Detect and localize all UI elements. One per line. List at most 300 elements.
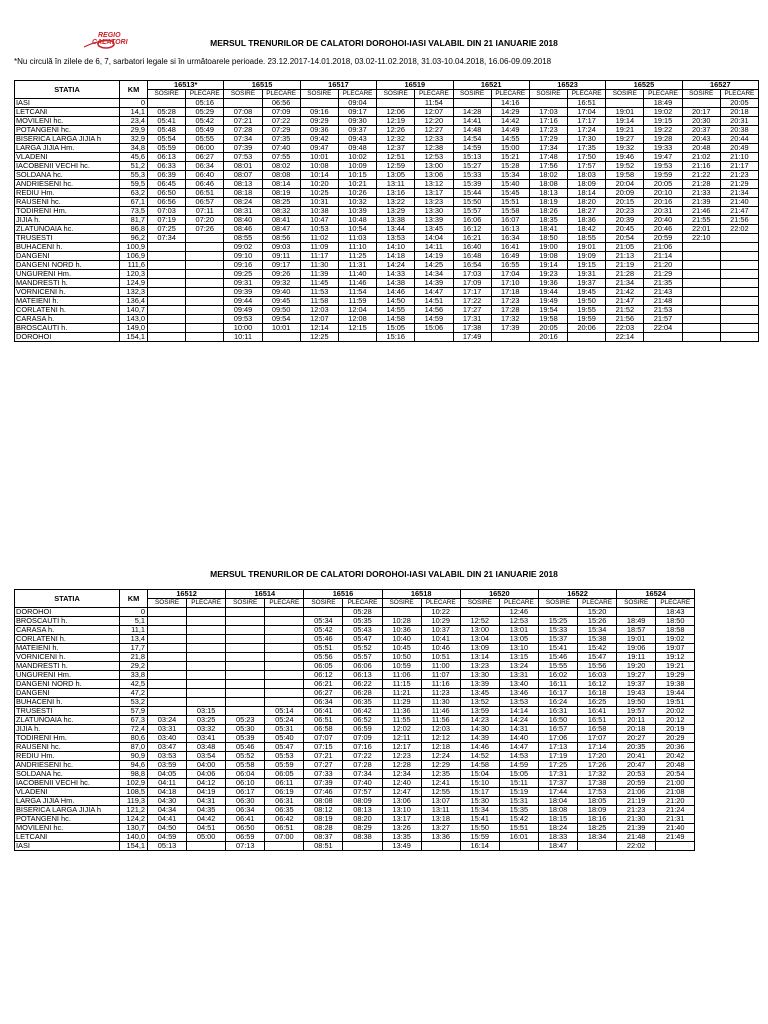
arrival-time: 08:55 (224, 234, 262, 243)
table-row (15, 117, 759, 126)
arrival-time: 08:28 (304, 824, 343, 833)
table-row (15, 680, 695, 689)
departure-time: 21:47 (720, 207, 758, 216)
arrival-header: SOSIRE (682, 90, 720, 99)
departure-time: 17:17 (568, 117, 606, 126)
arrival-time (606, 99, 644, 108)
station-km: 29,2 (120, 662, 148, 671)
departure-time: 14:42 (491, 117, 529, 126)
departure-time: 10:21 (338, 180, 376, 189)
arrival-time (460, 608, 499, 617)
departure-time (720, 252, 758, 261)
arrival-time: 21:39 (617, 824, 656, 833)
arrival-time (148, 306, 186, 315)
departure-time: 21:35 (644, 279, 682, 288)
table-row (15, 833, 695, 842)
station-name: RAUSENI hc. (15, 743, 120, 752)
station-km: 120,3 (120, 270, 148, 279)
arrival-time: 14:58 (460, 761, 499, 770)
arrival-time (682, 99, 720, 108)
departure-time: 19:55 (568, 306, 606, 315)
arrival-time (529, 99, 567, 108)
arrival-time: 13:11 (377, 180, 415, 189)
departure-time (187, 653, 226, 662)
station-km: 59,5 (120, 180, 148, 189)
station-name: DOROHOI (15, 608, 120, 617)
station-km: 94,6 (120, 761, 148, 770)
station-name: DANGENI (15, 689, 120, 698)
arrival-time: 20:05 (529, 324, 567, 333)
departure-time (187, 644, 226, 653)
departure-time: 05:47 (265, 743, 304, 752)
departure-time: 21:08 (656, 788, 695, 797)
departure-time: 07:11 (186, 207, 224, 216)
arrival-time: 06:27 (304, 689, 343, 698)
departure-time: 15:42 (578, 644, 617, 653)
departure-time (186, 306, 224, 315)
departure-time: 05:31 (265, 725, 304, 734)
arrival-time: 19:58 (606, 171, 644, 180)
arrival-time (226, 635, 265, 644)
departure-time: 18:05 (578, 797, 617, 806)
departure-time: 10:48 (338, 216, 376, 225)
departure-time: 07:09 (262, 108, 300, 117)
arrival-time (682, 252, 720, 261)
arrival-time: 16:11 (538, 680, 577, 689)
departure-time: 19:59 (568, 315, 606, 324)
arrival-time: 08:46 (224, 225, 262, 234)
table-row (15, 99, 759, 108)
arrival-time: 15:13 (453, 153, 491, 162)
departure-time (186, 234, 224, 243)
departure-time: 20:44 (720, 135, 758, 144)
arrival-time: 09:16 (300, 108, 338, 117)
station-name: TODIRENI Hm. (15, 207, 120, 216)
arrival-time: 19:08 (529, 252, 567, 261)
arrival-time: 11:21 (382, 689, 421, 698)
departure-time: 06:19 (265, 788, 304, 797)
departure-time: 17:14 (578, 743, 617, 752)
departure-time (187, 689, 226, 698)
departure-time: 16:55 (491, 261, 529, 270)
station-km: 73,5 (120, 207, 148, 216)
arrival-time: 14:50 (377, 297, 415, 306)
station-km: 21,8 (120, 653, 148, 662)
arrival-time: 20:37 (682, 126, 720, 135)
arrival-time (224, 99, 262, 108)
departure-time: 10:22 (421, 608, 460, 617)
departure-time: 13:23 (415, 198, 453, 207)
departure-time: 12:46 (499, 608, 538, 617)
departure-time: 19:02 (656, 635, 695, 644)
departure-time: 14:25 (415, 261, 453, 270)
arrival-time: 13:45 (460, 689, 499, 698)
arrival-time: 09:10 (224, 252, 262, 261)
arrival-time: 15:27 (453, 162, 491, 171)
station-km: 13,4 (120, 635, 148, 644)
departure-time: 14:59 (499, 761, 538, 770)
departure-time: 08:20 (343, 815, 382, 824)
arrival-time: 06:05 (304, 662, 343, 671)
station-km: 67,1 (120, 198, 148, 207)
departure-time (265, 626, 304, 635)
arrival-time: 20:59 (617, 779, 656, 788)
table-row (15, 770, 695, 779)
arrival-time: 09:53 (224, 315, 262, 324)
departure-time: 12:53 (415, 153, 453, 162)
arrival-time: 10:08 (300, 162, 338, 171)
departure-time: 05:43 (343, 626, 382, 635)
station-km: 45,6 (120, 153, 148, 162)
station-name: CARASA h. (15, 315, 120, 324)
train-number-header: 16522 (538, 590, 616, 599)
arrival-time: 06:58 (304, 725, 343, 734)
arrival-time: 06:39 (148, 171, 186, 180)
departure-time: 06:52 (343, 716, 382, 725)
arrival-time: 17:38 (453, 324, 491, 333)
arrival-time: 18:24 (538, 824, 577, 833)
arrival-time: 07:34 (224, 135, 262, 144)
arrival-time (453, 99, 491, 108)
departure-time: 18:09 (568, 180, 606, 189)
departure-time (338, 333, 376, 342)
departure-time: 15:58 (491, 207, 529, 216)
arrival-time: 14:28 (453, 108, 491, 117)
arrival-time: 15:17 (460, 788, 499, 797)
arrival-header: SOSIRE (453, 90, 491, 99)
arrival-time: 19:23 (529, 270, 567, 279)
departure-header: PLECARE (491, 90, 529, 99)
arrival-time: 17:44 (538, 788, 577, 797)
arrival-time: 14:38 (377, 279, 415, 288)
departure-time: 17:39 (491, 324, 529, 333)
departure-time: 20:18 (720, 108, 758, 117)
departure-time: 14:24 (499, 716, 538, 725)
departure-time: 06:57 (186, 198, 224, 207)
arrival-time: 12:23 (382, 752, 421, 761)
arrival-time: 17:16 (529, 117, 567, 126)
departure-time: 14:55 (491, 135, 529, 144)
departure-time: 19:15 (568, 261, 606, 270)
departure-time (343, 842, 382, 851)
arrival-time: 13:14 (460, 653, 499, 662)
arrival-time: 06:34 (304, 698, 343, 707)
station-km: 96,2 (120, 234, 148, 243)
station-km: 111,6 (120, 261, 148, 270)
table-row (15, 108, 759, 117)
arrival-time: 22:01 (682, 225, 720, 234)
arrival-header: SOSIRE (460, 599, 499, 608)
departure-time: 16:51 (578, 716, 617, 725)
arrival-time: 19:27 (617, 671, 656, 680)
departure-time: 15:38 (578, 635, 617, 644)
table-row (15, 198, 759, 207)
departure-time (186, 243, 224, 252)
arrival-time: 11:02 (300, 234, 338, 243)
arrival-time: 11:36 (382, 707, 421, 716)
arrival-time: 05:46 (226, 743, 265, 752)
arrival-time: 06:13 (148, 153, 186, 162)
departure-time: 17:35 (568, 144, 606, 153)
arrival-time (226, 671, 265, 680)
arrival-time: 19:20 (617, 662, 656, 671)
departure-time: 20:49 (720, 144, 758, 153)
station-name: ANDRIESENI hc. (15, 761, 120, 770)
departure-time: 21:20 (656, 797, 695, 806)
departure-time: 14:47 (499, 743, 538, 752)
departure-time: 16:01 (499, 833, 538, 842)
station-name: LETCANI (15, 833, 120, 842)
departure-time: 21:23 (720, 171, 758, 180)
km-header: KM (120, 81, 148, 99)
departure-time: 19:50 (568, 297, 606, 306)
departure-time: 14:51 (415, 297, 453, 306)
arrival-time: 18:08 (529, 180, 567, 189)
departure-time: 10:54 (338, 225, 376, 234)
departure-time: 19:12 (656, 653, 695, 662)
arrival-time: 18:41 (529, 225, 567, 234)
departure-time: 19:33 (644, 144, 682, 153)
arrival-time: 14:23 (460, 716, 499, 725)
station-km: 100,9 (120, 243, 148, 252)
departure-time: 05:40 (265, 734, 304, 743)
station-km: 140,7 (120, 306, 148, 315)
departure-time: 08:14 (262, 180, 300, 189)
station-name: SOLDANA hc. (15, 171, 120, 180)
departure-time (720, 333, 758, 342)
arrival-time (226, 698, 265, 707)
departure-time (187, 842, 226, 851)
departure-time: 13:06 (415, 171, 453, 180)
station-km: 67,3 (120, 716, 148, 725)
arrival-time: 18:19 (529, 198, 567, 207)
departure-time (421, 842, 460, 851)
arrival-time: 08:13 (224, 180, 262, 189)
station-name: DOROHOI (15, 333, 120, 342)
departure-time: 15:31 (499, 797, 538, 806)
arrival-time: 19:44 (529, 288, 567, 297)
arrival-time (148, 315, 186, 324)
departure-time: 21:14 (644, 252, 682, 261)
arrival-time (226, 617, 265, 626)
table-row (15, 671, 695, 680)
arrival-time (226, 653, 265, 662)
departure-time: 11:23 (421, 689, 460, 698)
station-header: STATIA (15, 81, 120, 99)
arrival-time: 15:50 (460, 824, 499, 833)
arrival-time: 13:04 (460, 635, 499, 644)
departure-time: 19:53 (644, 162, 682, 171)
departure-time: 07:29 (262, 126, 300, 135)
arrival-time: 16:06 (453, 216, 491, 225)
table-row (15, 716, 695, 725)
departure-time: 21:06 (644, 243, 682, 252)
arrival-time: 10:20 (300, 180, 338, 189)
departure-time: 06:51 (265, 824, 304, 833)
departure-time: 05:55 (186, 135, 224, 144)
table-row (15, 180, 759, 189)
arrival-time: 22:14 (606, 333, 644, 342)
departure-time: 12:18 (421, 743, 460, 752)
table-row (15, 761, 695, 770)
arrival-time: 05:58 (226, 761, 265, 770)
arrival-header: SOSIRE (148, 90, 186, 99)
departure-time: 17:26 (578, 761, 617, 770)
departure-time: 11:54 (415, 99, 453, 108)
departure-time (578, 842, 617, 851)
departure-time: 20:16 (644, 198, 682, 207)
arrival-time (148, 689, 187, 698)
arrival-time: 17:25 (538, 761, 577, 770)
station-name: IACOBENII VECHI hc. (15, 162, 120, 171)
departure-time: 21:48 (644, 297, 682, 306)
departure-time: 21:20 (644, 261, 682, 270)
arrival-time: 11:29 (382, 698, 421, 707)
departure-time: 16:41 (491, 243, 529, 252)
station-km: 154,1 (120, 842, 148, 851)
arrival-time: 17:37 (538, 779, 577, 788)
departure-time: 11:40 (338, 270, 376, 279)
arrival-time: 15:37 (538, 635, 577, 644)
table-row (15, 135, 759, 144)
departure-header: PLECARE (720, 90, 758, 99)
arrival-time: 22:02 (617, 842, 656, 851)
departure-time: 15:19 (499, 788, 538, 797)
departure-time: 10:09 (338, 162, 376, 171)
station-name: VORNICENI h. (15, 653, 120, 662)
arrival-time: 17:23 (529, 126, 567, 135)
departure-time: 03:48 (187, 743, 226, 752)
departure-time: 06:40 (186, 171, 224, 180)
arrival-time: 12:59 (377, 162, 415, 171)
departure-time: 14:31 (499, 725, 538, 734)
departure-time (186, 279, 224, 288)
arrival-time: 11:15 (382, 680, 421, 689)
departure-header: PLECARE (186, 90, 224, 99)
departure-time (720, 324, 758, 333)
station-name: CORLATENI h. (15, 306, 120, 315)
arrival-time: 11:30 (300, 261, 338, 270)
departure-time: 05:57 (343, 653, 382, 662)
departure-time: 09:48 (338, 144, 376, 153)
departure-time: 07:40 (343, 779, 382, 788)
departure-time: 21:29 (644, 270, 682, 279)
train-number-header: 16520 (460, 590, 538, 599)
arrival-time: 10:38 (300, 207, 338, 216)
arrival-time (300, 99, 338, 108)
arrival-time: 15:57 (453, 207, 491, 216)
departure-time: 09:45 (262, 297, 300, 306)
departure-time: 14:16 (491, 99, 529, 108)
departure-time: 15:45 (491, 189, 529, 198)
arrival-time: 19:21 (606, 126, 644, 135)
departure-time: 13:10 (499, 644, 538, 653)
departure-time: 11:10 (338, 243, 376, 252)
departure-time: 08:32 (262, 207, 300, 216)
departure-time: 18:58 (656, 626, 695, 635)
arrival-time: 04:30 (148, 797, 187, 806)
arrival-time: 20:43 (682, 135, 720, 144)
arrival-time: 08:31 (224, 207, 262, 216)
arrival-time: 08:19 (304, 815, 343, 824)
station-name: BROSCAUTI h. (15, 324, 120, 333)
arrival-time: 06:41 (226, 815, 265, 824)
arrival-time: 20:47 (617, 761, 656, 770)
departure-time: 10:29 (421, 617, 460, 626)
departure-time: 18:16 (578, 815, 617, 824)
arrival-header: SOSIRE (224, 90, 262, 99)
table-row (15, 608, 695, 617)
train-number-header: 16516 (304, 590, 382, 599)
departure-time (187, 680, 226, 689)
departure-time: 17:20 (578, 752, 617, 761)
departure-time (187, 626, 226, 635)
departure-time: 07:00 (265, 833, 304, 842)
arrival-time (304, 608, 343, 617)
departure-time: 08:47 (262, 225, 300, 234)
arrival-header: SOSIRE (606, 90, 644, 99)
departure-time: 16:25 (578, 698, 617, 707)
departure-time: 19:02 (644, 108, 682, 117)
departure-time: 14:40 (499, 734, 538, 743)
departure-time: 12:55 (421, 788, 460, 797)
arrival-time: 05:30 (226, 725, 265, 734)
arrival-time: 14:10 (377, 243, 415, 252)
arrival-time: 09:25 (224, 270, 262, 279)
arrival-time: 22:03 (606, 324, 644, 333)
departure-time (187, 608, 226, 617)
station-header: STATIA (15, 590, 120, 608)
arrival-time: 11:45 (300, 279, 338, 288)
departure-time: 11:03 (338, 234, 376, 243)
arrival-time: 15:04 (460, 770, 499, 779)
arrival-time: 19:06 (617, 644, 656, 653)
departure-time: 12:12 (421, 734, 460, 743)
arrival-time (148, 644, 187, 653)
departure-time: 21:56 (720, 216, 758, 225)
arrival-time (226, 644, 265, 653)
arrival-time: 13:05 (377, 171, 415, 180)
departure-time (265, 608, 304, 617)
table-row (15, 207, 759, 216)
arrival-time: 05:56 (304, 653, 343, 662)
departure-time: 05:16 (186, 99, 224, 108)
departure-time: 04:42 (187, 815, 226, 824)
departure-time: 10:37 (421, 626, 460, 635)
departure-time: 13:00 (415, 162, 453, 171)
arrival-time (148, 252, 186, 261)
station-km: 17,7 (120, 644, 148, 653)
departure-time: 12:41 (421, 779, 460, 788)
arrival-time: 12:03 (300, 306, 338, 315)
train-number-header: 16521 (453, 81, 529, 90)
departure-time: 14:19 (415, 252, 453, 261)
departure-time: 16:34 (491, 234, 529, 243)
arrival-time: 15:16 (377, 333, 415, 342)
departure-time (656, 842, 695, 851)
departure-time: 20:29 (656, 734, 695, 743)
departure-time: 18:34 (578, 833, 617, 842)
table-row (15, 815, 695, 824)
arrival-time: 06:17 (226, 788, 265, 797)
arrival-time: 19:14 (606, 117, 644, 126)
arrival-time: 07:27 (304, 761, 343, 770)
arrival-time: 08:01 (224, 162, 262, 171)
station-km: 57,9 (120, 707, 148, 716)
departure-time: 06:59 (343, 725, 382, 734)
arrival-time (226, 608, 265, 617)
departure-time: 12:04 (338, 306, 376, 315)
